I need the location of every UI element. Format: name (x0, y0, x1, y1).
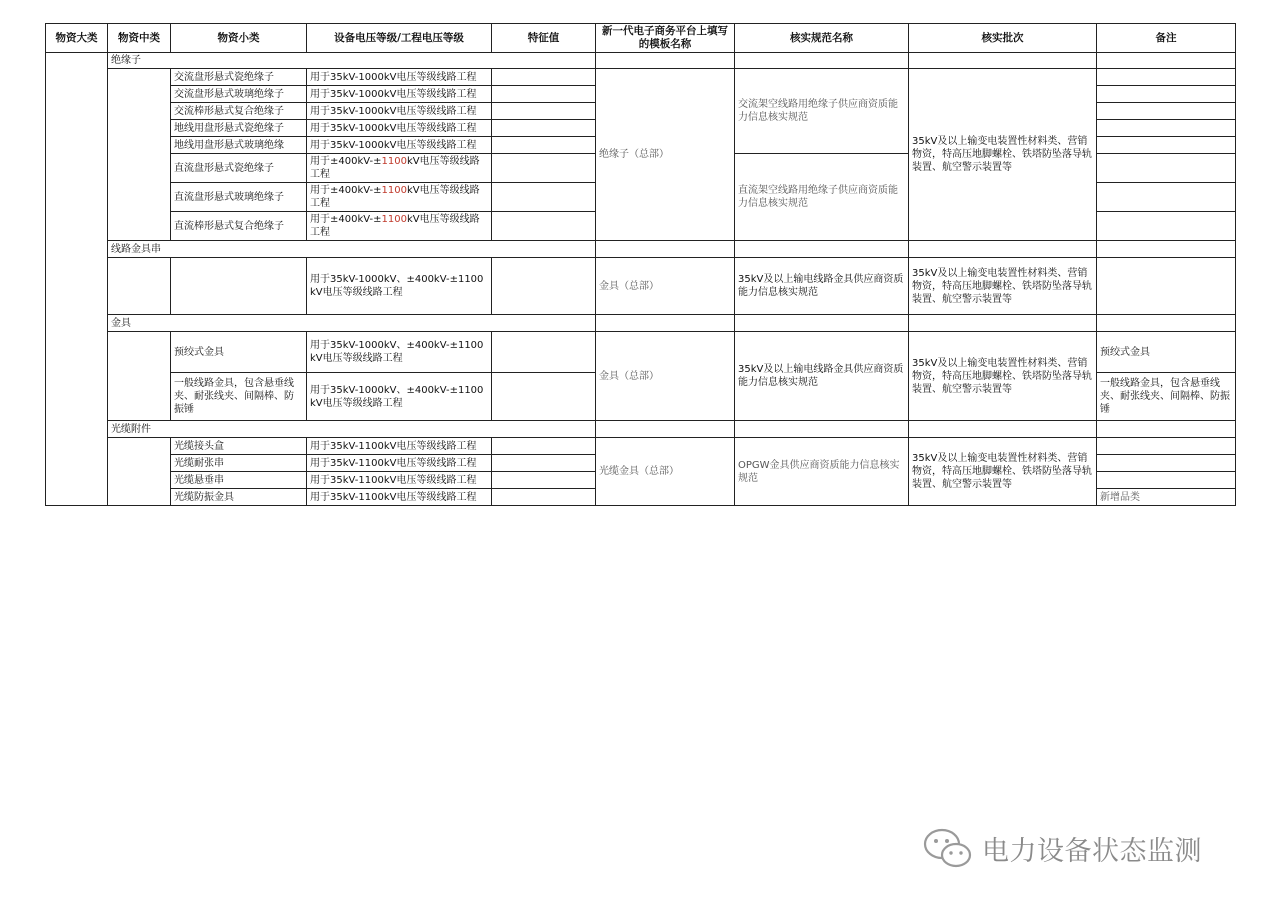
feature-cell (492, 373, 596, 421)
col-header-batch: 核实批次 (909, 24, 1097, 53)
minor-cell: 光缆耐张串 (171, 455, 307, 472)
minor-cell: 地线用盘形悬式瓷绝缘子 (171, 120, 307, 137)
cell (909, 421, 1097, 438)
mid-cell (108, 438, 171, 506)
feature-cell (492, 69, 596, 86)
template-cell: 绝缘子（总部） (596, 69, 735, 241)
batch-cell: 35kV及以上输变电装置性材料类、营销物资，特高压地脚螺栓、铁塔防坠落导轨装置、航空警示装置等 (909, 332, 1097, 421)
minor-cell: 地线用盘形悬式玻璃绝缘 (171, 137, 307, 154)
feature-cell (492, 472, 596, 489)
note-cell (1097, 120, 1236, 137)
spec-cell: 交流架空线路用绝缘子供应商资质能力信息核实规范 (735, 69, 909, 154)
note-cell (1097, 154, 1236, 183)
major-cell (46, 53, 108, 506)
feature-cell (492, 332, 596, 373)
table-row (46, 332, 1236, 373)
table-row (46, 315, 1236, 332)
voltage-cell: 用于35kV-1100kV电压等级线路工程 (307, 455, 492, 472)
cell (909, 315, 1097, 332)
cell (1097, 53, 1236, 69)
note-cell (1097, 103, 1236, 120)
col-header-spec: 核实规范名称 (735, 24, 909, 53)
voltage-cell: 用于35kV-1000kV电压等级线路工程 (307, 137, 492, 154)
cell (735, 421, 909, 438)
spec-cell: OPGW金具供应商资质能力信息核实规范 (735, 438, 909, 506)
feature-cell (492, 154, 596, 183)
feature-cell (492, 137, 596, 154)
mid-cell (108, 332, 171, 421)
minor-cell: 预绞式金具 (171, 332, 307, 373)
header-row (46, 24, 1236, 53)
wechat-icon (922, 827, 974, 869)
voltage-cell: 用于35kV-1000kV电压等级线路工程 (307, 120, 492, 137)
minor-cell: 光缆悬垂串 (171, 472, 307, 489)
minor-cell: 直流盘形悬式玻璃绝缘子 (171, 183, 307, 212)
minor-cell: 直流盘形悬式瓷绝缘子 (171, 154, 307, 183)
note-cell (1097, 258, 1236, 315)
note-cell (1097, 455, 1236, 472)
feature-cell (492, 183, 596, 212)
feature-cell (492, 455, 596, 472)
feature-cell (492, 86, 596, 103)
batch-cell: 35kV及以上输变电装置性材料类、营销物资，特高压地脚螺栓、铁塔防坠落导轨装置、航空警示装置等 (909, 69, 1097, 241)
cell (909, 53, 1097, 69)
voltage-cell: 用于±400kV-±1100kV电压等级线路工程 (307, 212, 492, 241)
cell (596, 421, 735, 438)
section-insulator: 绝缘子 (108, 53, 596, 69)
note-cell: 一般线路金具，包含悬垂线夹、耐张线夹、间隔棒、防振锤 (1097, 373, 1236, 421)
section-line-fitting-string: 线路金具串 (108, 241, 596, 258)
minor-cell: 光缆防振金具 (171, 489, 307, 506)
cell (1097, 421, 1236, 438)
voltage-cell: 用于35kV-1100kV电压等级线路工程 (307, 438, 492, 455)
cell (735, 53, 909, 69)
note-cell (1097, 86, 1236, 103)
minor-cell: 交流棒形悬式复合绝缘子 (171, 103, 307, 120)
spec-cell: 35kV及以上输电线路金具供应商资质能力信息核实规范 (735, 332, 909, 421)
voltage-cell: 用于35kV-1000kV、±400kV-±1100kV电压等级线路工程 (307, 258, 492, 315)
col-header-template: 新一代电子商务平台上填写的模板名称 (596, 24, 735, 53)
table-row (46, 258, 1236, 315)
cell (1097, 315, 1236, 332)
table-row (46, 438, 1236, 455)
note-cell: 新增品类 (1097, 489, 1236, 506)
feature-cell (492, 212, 596, 241)
voltage-cell: 用于35kV-1000kV电压等级线路工程 (307, 86, 492, 103)
col-header-minor: 物资小类 (171, 24, 307, 53)
voltage-cell: 用于±400kV-±1100kV电压等级线路工程 (307, 183, 492, 212)
note-cell: 预绞式金具 (1097, 332, 1236, 373)
minor-cell: 直流棒形悬式复合绝缘子 (171, 212, 307, 241)
note-cell (1097, 438, 1236, 455)
minor-cell: 一般线路金具，包含悬垂线夹、耐张线夹、间隔棒、防振锤 (171, 373, 307, 421)
template-cell: 金具（总部） (596, 258, 735, 315)
voltage-cell: 用于35kV-1000kV电压等级线路工程 (307, 69, 492, 86)
minor-cell: 交流盘形悬式玻璃绝缘子 (171, 86, 307, 103)
note-cell (1097, 69, 1236, 86)
cell (735, 315, 909, 332)
cell (909, 241, 1097, 258)
spec-cell: 35kV及以上输电线路金具供应商资质能力信息核实规范 (735, 258, 909, 315)
minor-cell: 交流盘形悬式瓷绝缘子 (171, 69, 307, 86)
voltage-cell: 用于35kV-1000kV电压等级线路工程 (307, 103, 492, 120)
voltage-cell: 用于35kV-1100kV电压等级线路工程 (307, 472, 492, 489)
mid-cell (108, 258, 171, 315)
mid-cell (108, 69, 171, 241)
minor-cell (171, 258, 307, 315)
note-cell (1097, 183, 1236, 212)
spec-cell: 直流架空线路用绝缘子供应商资质能力信息核实规范 (735, 154, 909, 241)
note-cell (1097, 137, 1236, 154)
template-cell: 光缆金具（总部） (596, 438, 735, 506)
cell (735, 241, 909, 258)
batch-cell: 35kV及以上输变电装置性材料类、营销物资，特高压地脚螺栓、铁塔防坠落导轨装置、航空警示装置等 (909, 438, 1097, 506)
minor-cell: 光缆接头盒 (171, 438, 307, 455)
voltage-cell: 用于35kV-1000kV、±400kV-±1100kV电压等级线路工程 (307, 373, 492, 421)
section-optical: 光缆附件 (108, 421, 596, 438)
note-cell (1097, 472, 1236, 489)
table-row (46, 69, 1236, 86)
feature-cell (492, 120, 596, 137)
cell (596, 315, 735, 332)
voltage-cell: 用于35kV-1100kV电压等级线路工程 (307, 489, 492, 506)
cell (596, 241, 735, 258)
template-cell: 金具（总部） (596, 332, 735, 421)
col-header-note: 备注 (1097, 24, 1236, 53)
table-row (46, 241, 1236, 258)
voltage-cell: 用于35kV-1000kV、±400kV-±1100kV电压等级线路工程 (307, 332, 492, 373)
col-header-middle: 物资中类 (108, 24, 171, 53)
feature-cell (492, 258, 596, 315)
cell (1097, 241, 1236, 258)
material-table (45, 23, 1236, 506)
col-header-feature: 特征值 (492, 24, 596, 53)
feature-cell (492, 489, 596, 506)
batch-cell: 35kV及以上输变电装置性材料类、营销物资，特高压地脚螺栓、铁塔防坠落导轨装置、航空警示装置等 (909, 258, 1097, 315)
feature-cell (492, 438, 596, 455)
note-cell (1097, 212, 1236, 241)
watermark (922, 826, 1202, 870)
voltage-cell: 用于±400kV-±1100kV电压等级线路工程 (307, 154, 492, 183)
section-fittings: 金具 (108, 315, 596, 332)
cell (596, 53, 735, 69)
col-header-voltage: 设备电压等级/工程电压等级 (307, 24, 492, 53)
table-row (46, 421, 1236, 438)
watermark-text: 电力设备状态监测 (982, 835, 1202, 867)
feature-cell (492, 103, 596, 120)
table-row (46, 53, 1236, 69)
col-header-major: 物资大类 (46, 24, 108, 53)
